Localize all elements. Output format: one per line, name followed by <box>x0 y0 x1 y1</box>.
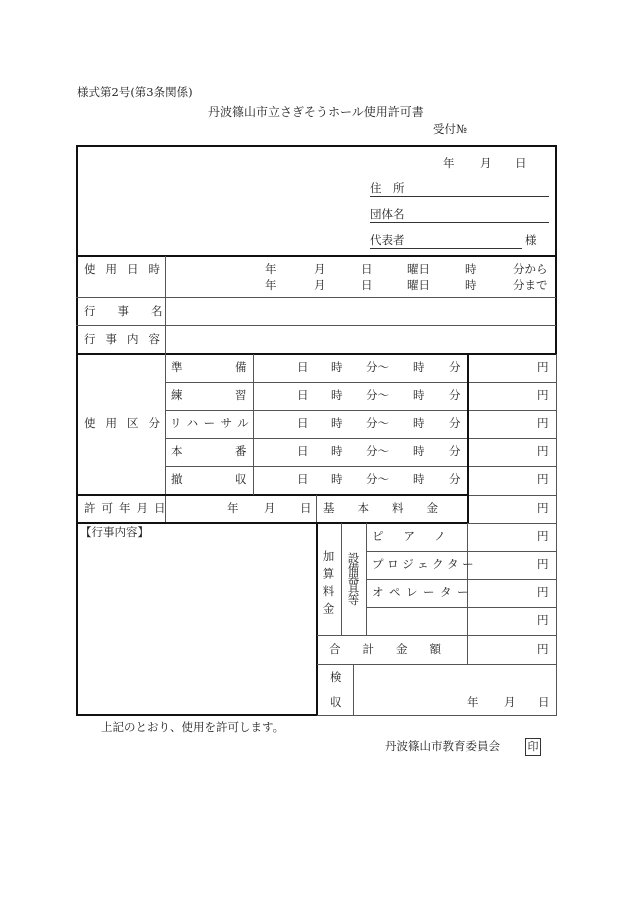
year-text: 年 <box>227 501 239 515</box>
total-amount-label: 合計金額 <box>329 642 463 656</box>
minute-text: 分 <box>449 388 461 402</box>
usage-datetime-label: 使用日時 <box>84 262 170 276</box>
additional-fee-label: 加算料金 <box>321 550 336 620</box>
minute-text: 分 <box>449 360 461 374</box>
hour-text: 時 <box>465 278 477 292</box>
basic-fee-yen[interactable]: 円 <box>537 501 549 515</box>
projector-fee-yen[interactable]: 円 <box>537 557 549 571</box>
month-text: 月 <box>314 278 326 292</box>
minute-to-text: 分まで <box>513 278 548 292</box>
day-text: 日 <box>297 360 309 374</box>
equipment-label: 設備器具等 <box>346 552 361 605</box>
issuer-name: 丹波篠山市教育委員会 <box>385 739 500 753</box>
category-text: 収 <box>235 472 247 486</box>
yen-text: 円 <box>537 416 549 430</box>
equipment-item-operator: オペレーター <box>372 585 474 599</box>
address-label: 住 所 <box>370 181 405 195</box>
year-text: 年 <box>467 695 479 709</box>
piano-fee-yen[interactable]: 円 <box>537 529 549 543</box>
representative-label: 代表者 <box>370 233 405 247</box>
permit-date-label: 許可年月日 <box>84 501 172 515</box>
total-amount-yen[interactable]: 円 <box>537 642 549 656</box>
form-number: 様式第2号(第3条関係) <box>77 85 193 99</box>
hour-text: 時 <box>331 444 343 458</box>
address-field[interactable] <box>370 196 549 197</box>
category-text: 準 <box>171 360 183 374</box>
day-text: 日 <box>297 472 309 486</box>
year-text: 年 <box>265 278 277 292</box>
receipt-number-label: 受付№ <box>433 122 467 136</box>
category-text: 練 <box>171 388 183 402</box>
date-month: 月 <box>480 156 492 170</box>
hour-text: 時 <box>331 360 343 374</box>
seal-stamp: 印 <box>525 738 541 756</box>
event-content-field[interactable] <box>167 326 555 352</box>
minute-text: 分〜 <box>366 416 389 430</box>
month-text: 月 <box>314 262 326 276</box>
inspection-label-top: 検 <box>330 670 342 684</box>
hour-text: 時 <box>331 416 343 430</box>
event-name-label: 行事名 <box>84 304 185 318</box>
day-text: 日 <box>300 501 312 515</box>
hour-text: 時 <box>413 472 425 486</box>
inspection-label-bottom: 収 <box>330 695 342 709</box>
minute-text: 分 <box>449 416 461 430</box>
category-text: 本 <box>171 444 183 458</box>
month-text: 月 <box>504 695 516 709</box>
day-text: 日 <box>361 262 373 276</box>
day-text: 日 <box>297 416 309 430</box>
minute-from-text: 分から <box>513 262 548 276</box>
minute-text: 分〜 <box>366 360 389 374</box>
minute-text: 分 <box>449 472 461 486</box>
event-content-label: 行事内容 <box>84 332 170 346</box>
honorific-suffix: 様 <box>525 233 537 247</box>
usage-category-label: 使用区分 <box>84 416 170 430</box>
minute-text: 分 <box>449 444 461 458</box>
minute-text: 分〜 <box>366 388 389 402</box>
category-text: 撤 <box>171 472 183 486</box>
event-name-field[interactable] <box>167 298 555 324</box>
equipment-item-blank[interactable] <box>368 608 466 634</box>
category-text: 備 <box>235 360 247 374</box>
equipment-item-projector: プロジェクター <box>372 557 478 571</box>
page-title: 丹波篠山市立さぎそうホール使用許可書 <box>208 105 424 119</box>
equipment-item-piano: ピアノ <box>372 529 466 543</box>
yen-text: 円 <box>537 360 549 374</box>
date-year: 年 <box>443 156 455 170</box>
hour-text: 時 <box>465 262 477 276</box>
category-text: 習 <box>235 388 247 402</box>
year-text: 年 <box>265 262 277 276</box>
hour-text: 時 <box>413 416 425 430</box>
hour-text: 時 <box>331 472 343 486</box>
day-text: 日 <box>361 278 373 292</box>
group-name-field[interactable] <box>370 222 549 223</box>
representative-field[interactable] <box>370 248 522 249</box>
minute-text: 分〜 <box>366 444 389 458</box>
yen-text: 円 <box>537 472 549 486</box>
hour-text: 時 <box>413 360 425 374</box>
date-day: 日 <box>515 156 527 170</box>
hour-text: 時 <box>331 388 343 402</box>
weekday-text: 曜日 <box>407 262 430 276</box>
day-text: 日 <box>297 444 309 458</box>
group-name-label: 団体名 <box>370 207 405 221</box>
event-content-box-label: 【行事内容】 <box>80 525 149 539</box>
day-text: 日 <box>538 695 550 709</box>
yen-text: 円 <box>537 388 549 402</box>
weekday-text: 曜日 <box>407 278 430 292</box>
permission-statement: 上記のとおり、使用を許可します。 <box>101 720 285 734</box>
category-text: リハーサル <box>170 416 255 430</box>
operator-fee-yen[interactable]: 円 <box>537 585 549 599</box>
category-text: 番 <box>235 444 247 458</box>
hour-text: 時 <box>413 388 425 402</box>
basic-fee-label: 基本料金 <box>323 501 461 515</box>
minute-text: 分〜 <box>366 472 389 486</box>
day-text: 日 <box>297 388 309 402</box>
month-text: 月 <box>264 501 276 515</box>
blank-item-fee-yen[interactable]: 円 <box>537 613 549 627</box>
event-content-textarea[interactable] <box>78 540 314 712</box>
hour-text: 時 <box>413 444 425 458</box>
yen-text: 円 <box>537 444 549 458</box>
